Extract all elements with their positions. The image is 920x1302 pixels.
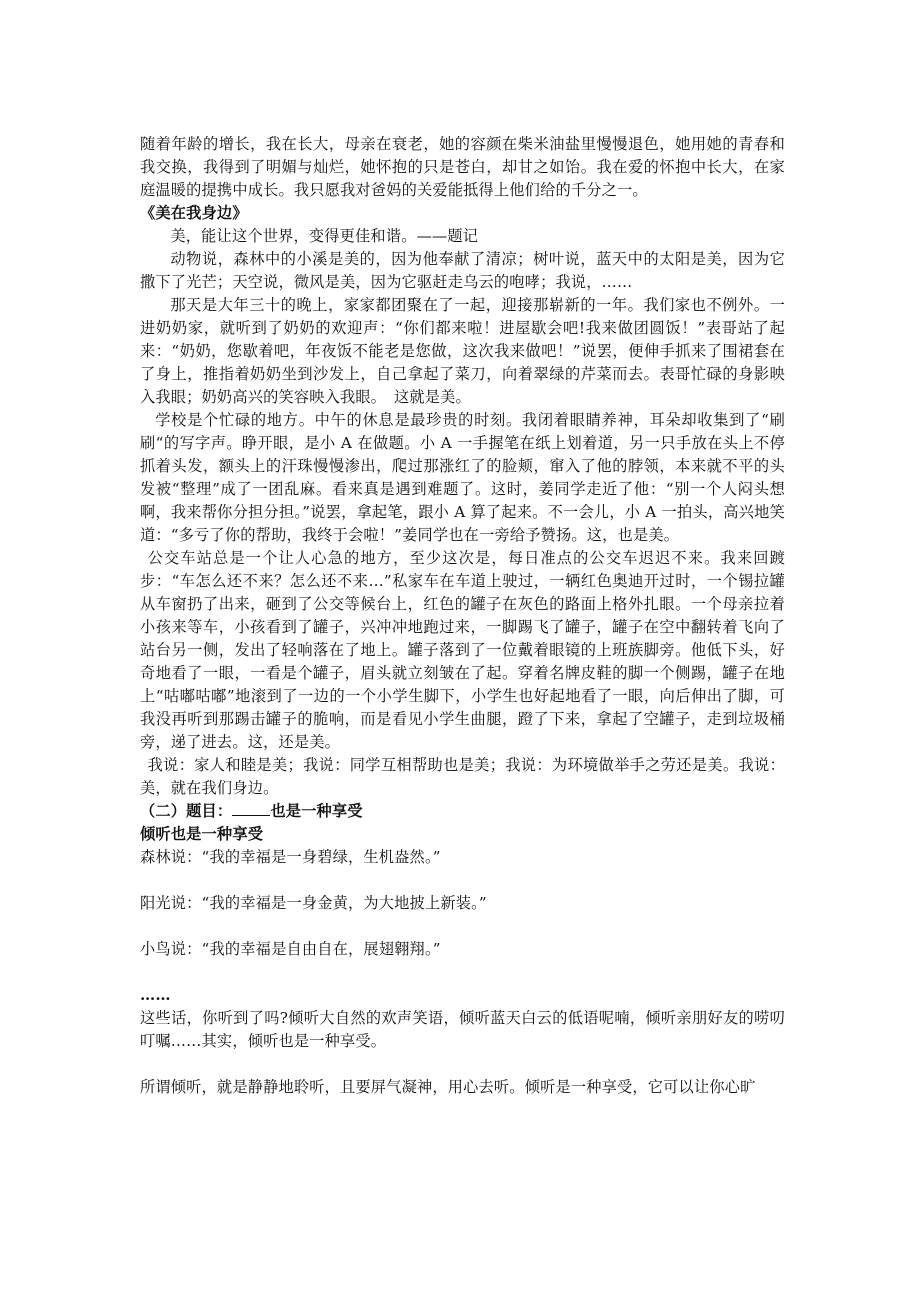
paragraph-epigraph: 美，能让这个世界，变得更佳和谐。——题记 — [170, 227, 479, 245]
quote-sunlight: 阳光说：“我的幸福是一身金黄，为大地披上新装。” — [140, 894, 487, 912]
quote-bird: 小鸟说：“我的幸福是自由自在，展翅翱翔。” — [140, 940, 441, 958]
document-page — [140, 133, 785, 1099]
ellipsis-line: …… — [140, 986, 171, 1004]
spacer — [140, 961, 785, 984]
section-heading-two: （二）题目： 也是一种享受 — [140, 802, 363, 820]
paragraph-bus-stop: 公交车站总是一个让人心急的地方，至少这次是，每日准点的公交车迟迟不来。我来回踱步：“车怎么还不来？怎么还不来…”私家车在车道上驶过，一辆红色奥迪开过时，一个锡拉罐从车窗扔了出来，砸到了公交等候台上，红色的罐子在灰色的路面上格外扎眼。一个母亲拉着小孩来等车，小孩看到了罐子，兴冲冲地跑过来，一脚踢飞了罐子，罐子在空中翻转着飞向了站台另一侧，发出了轻响落在了地上。罐子落到了一位戴着眼镜的上班族脚旁。他低下头，好奇地看了一眼，一看是个罐子，眉头就立刻皱在了起。穿着名牌皮鞋的脚一个侧踢，罐子在地上“咕嘟咕嘟”地滚到了一边的一个小学生脚下，小学生也好起地看了一眼，向后伸出了脚，可我没再听到那踢击罐子的脆响，而是看见小学生曲腿，蹬了下来，拿起了空罐子，走到垃圾桶旁，递了进去。这，还是美。 — [140, 549, 785, 751]
spacer — [140, 1053, 785, 1076]
essay-title-listening: 倾听也是一种享受 — [140, 825, 264, 843]
paragraph-school: 学校是个忙碌的地方。中午的休息是最珍贵的时刻。我闭着眼睛养神，耳朵却收集到了“刷刷“的写字声。睁开眼，是小 A 在做题。小 A 一手握笔在纸上划着道，另一只手放在头上不停抓着头发，额头上的汗珠慢慢渗出，爬过那涨红了的脸颊，窜入了他的脖领，本来就不平的头发被“整理”成了一团乱麻。看来真是遇到难题了。这时，姜同学走近了他：“别一个人闷头想啊，我来帮你分担分担。”说罢，拿起笔，跟小 A 算了起来。不一会儿，小 A 一拍头，高兴地笑道：“多亏了你的帮助，我终于会啦！”姜同学也在一旁给予赞扬。这，也是美。 — [140, 411, 785, 544]
paragraph-conclusion: 我说：家人和睦是美；我说：同学互相帮助也是美；我说：为环境做举手之劳还是美。我说：美，就在我们身边。 — [140, 756, 785, 797]
paragraph-animals: 动物说，森林中的小溪是美的，因为他奉献了清凉；树叶说，蓝天中的太阳是美，因为它撒下了光芒；天空说，微风是美，因为它驱赶走乌云的咆哮；我说，…… — [140, 250, 785, 291]
essay-title-beauty: 《美在我身边》 — [140, 204, 248, 222]
spacer — [140, 915, 785, 938]
paragraph-new-year: 那天是大年三十的晚上，家家都团聚在了一起，迎接那崭新的一年。我们家也不例外。一进奶奶家，就听到了奶奶的欢迎声：“你们都来啦！进屋歇会吧!我来做团圆饭！”表哥站了起来：“奶奶，您歇着吧，年夜饭不能老是您做，这次我来做吧！”说罢，便伸手抓来了围裙套在了身上，推指着奶奶坐到沙发上，自己拿起了菜刀，向着翠绿的芹菜而去。表哥忙碌的身影映入我眼；奶奶高兴的笑容映入我眼。 这就是美。 — [140, 296, 785, 406]
quote-forest: 森林说：“我的幸福是一身碧绿，生机盎然。” — [140, 848, 441, 866]
paragraph-listen-definition: 所谓倾听，就是静静地聆听，且要屏气凝神，用心去听。倾听是一种享受，它可以让你心旷 — [140, 1078, 756, 1096]
paragraph-mother: 随着年龄的增长，我在长大，母亲在衰老，她的容颜在柴米油盐里慢慢退色，她用她的青春和我交换，我得到了明媚与灿烂，她怀抱的只是苍白，却甘之如饴。我在爱的怀抱中长大，在家庭温暖的提携中成长。我只愿我对爸妈的关爱能抵得上他们给的千分之一。 — [140, 135, 785, 199]
paragraph-listen-question: 这些话，你听到了吗?倾听大自然的欢声笑语，倾听蓝天白云的低语呢喃，倾听亲朋好友的唠叨叮嘱……其实，倾听也是一种享受。 — [140, 1009, 785, 1050]
blank-underline — [232, 801, 270, 816]
spacer — [140, 869, 785, 892]
